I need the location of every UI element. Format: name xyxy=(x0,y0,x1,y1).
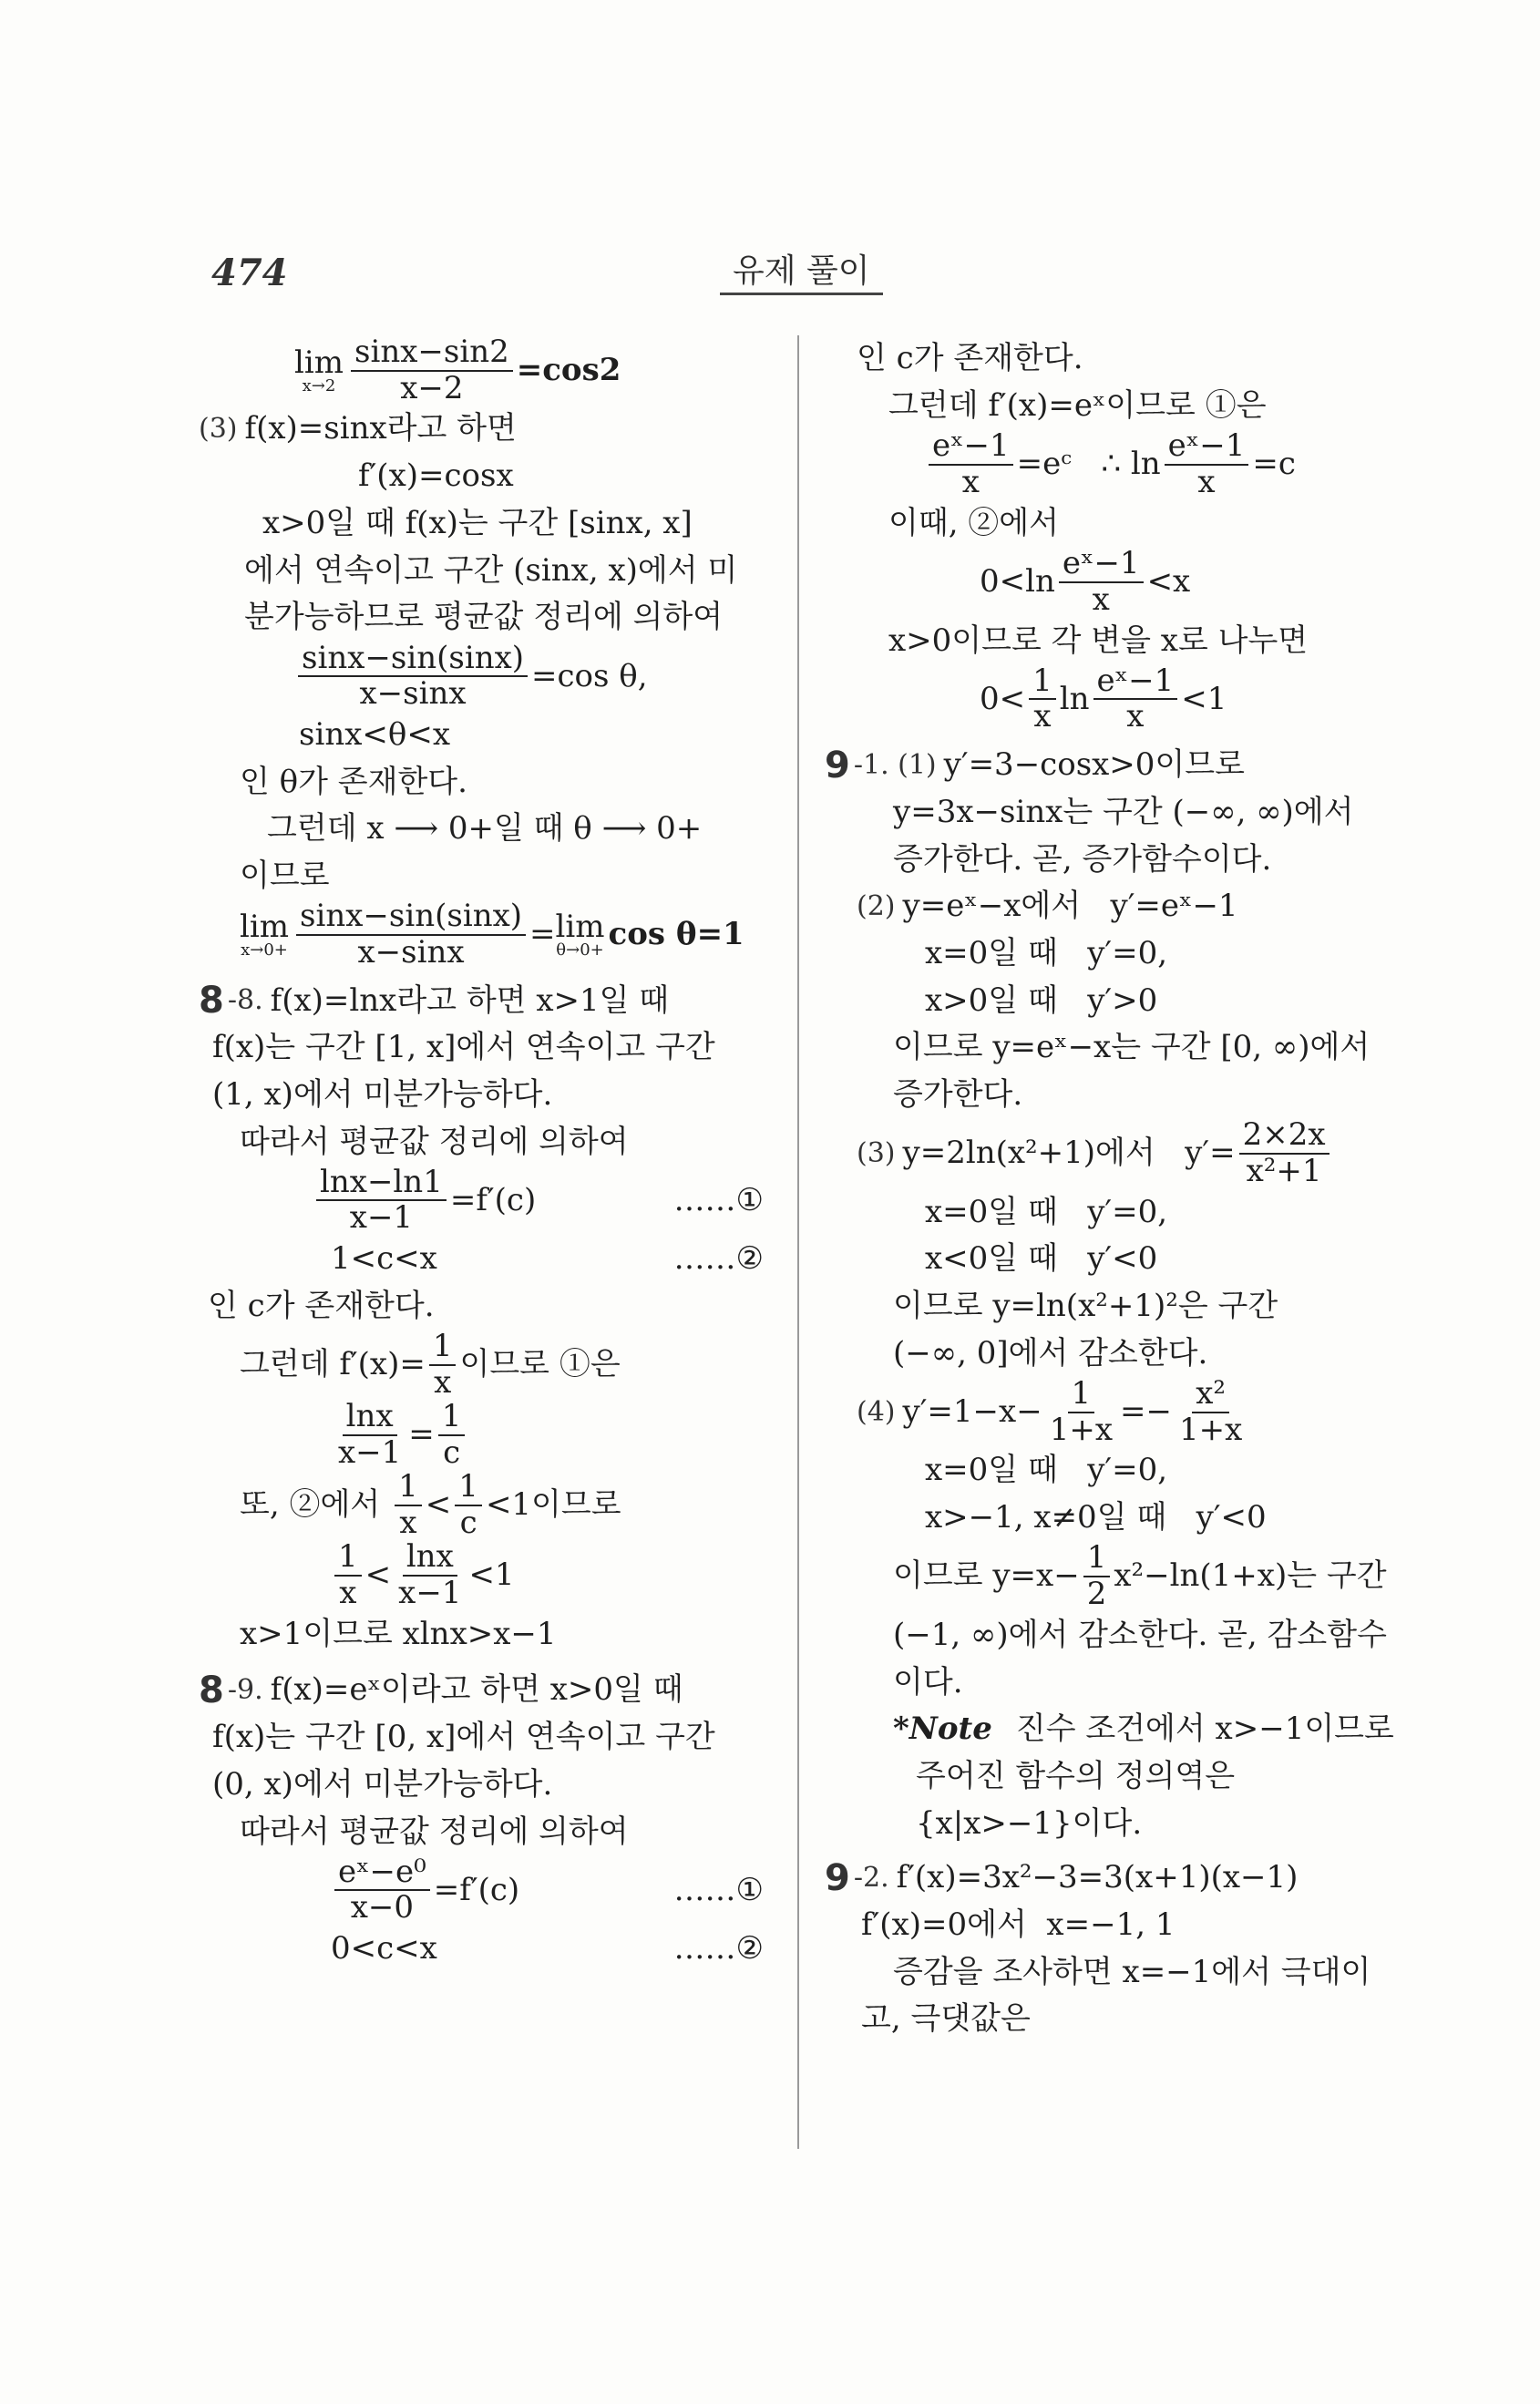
line: f(x)는 구간 [0, x]에서 연속이고 구간 xyxy=(212,1719,715,1756)
line: 증가한다. 곧, 증가함수이다. xyxy=(893,840,1272,878)
line: 이므로 y=eˣ−x는 구간 [0, ∞)에서 xyxy=(893,1029,1371,1066)
line: {x|x>−1}이다. xyxy=(916,1804,1143,1842)
problem-header: 9 -2. f′(x)=3x²−3=3(x+1)(x−1) xyxy=(825,1856,1299,1899)
equation-mark: ……① xyxy=(673,1871,764,1908)
fraction: $\frac{\text{x²}}{1+x}$ xyxy=(1178,1375,1243,1448)
line: 따라서 평균값 정리에 의하여 xyxy=(240,1813,629,1850)
fraction: $\frac{\sin x-\sin(\sin x)}{x-\sin x}$ xyxy=(296,899,526,970)
fraction: $\frac{\text{eˣ−1}}{x}$ xyxy=(929,429,1013,499)
problem-header: 8 -9. f(x)=eˣ이라고 하면 x>0일 때 xyxy=(199,1669,683,1711)
page-number: 474 xyxy=(211,252,288,294)
line: 또, ②에서 $\frac{1}{x}$ < $\frac{1}{c}$ <1이므로 xyxy=(240,1468,621,1541)
line: 1<c<x ……② xyxy=(331,1240,764,1278)
fraction: $\frac{1}{x}$ xyxy=(429,1330,457,1400)
note-line: *Note 진수 조건에서 x>−1이므로 xyxy=(893,1711,1394,1748)
line: x<0일 때 y′<0 xyxy=(925,1240,1158,1278)
line: $\frac{\text{eˣ−e⁰}}{x-0}$ =f′(c) ……① xyxy=(199,1855,782,1926)
problem-header: 8 -8. f(x)=lnx라고 하면 x>1일 때 xyxy=(199,980,670,1022)
fraction: $\frac{1}{2}$ xyxy=(1083,1541,1111,1611)
line: f(x)는 구간 [1, x]에서 연속이고 구간 xyxy=(212,1029,715,1066)
line: x=0일 때 y′=0, xyxy=(925,1193,1168,1230)
line: $\frac{\text{eˣ−1}}{x}$ =eᶜ ∴ ln $\frac{\text{eˣ−1}}{x}$ =c xyxy=(825,429,1426,499)
line: 증감을 조사하면 x=−1에서 극대이 xyxy=(893,1953,1371,1990)
line: (3) f(x)=sinx라고 하면 xyxy=(199,410,517,447)
line: $\frac{\sin x-\sin(\sin x)}{x-\sin x}$ =cos θ, xyxy=(199,641,782,711)
line: 0< $\frac{1}{x}$ ln $\frac{\text{eˣ−1}}{x}$ <1 xyxy=(980,662,1227,735)
line: x>0일 때 y′>0 xyxy=(925,981,1158,1019)
line: 이므로 y=ln(x²+1)²은 구간 xyxy=(893,1288,1278,1325)
fraction: $\frac{\text{eˣ−1}}{x}$ xyxy=(1059,547,1144,617)
fraction: $\frac{\sin x-\sin(\sin x)}{x-\sin x}$ xyxy=(298,642,528,712)
fraction: $\frac{1}{x}$ xyxy=(1029,664,1056,735)
line: f′(x)=0에서 x=−1, 1 xyxy=(861,1906,1176,1943)
equation-mark: ……② xyxy=(673,1930,764,1967)
line: 그런데 x ⟶ 0+일 때 θ ⟶ 0+ xyxy=(267,810,703,848)
column-divider xyxy=(797,335,799,2149)
fraction: $\frac{\ln x}{x-1}$ xyxy=(338,1398,402,1471)
line: 따라서 평균값 정리에 의하여 xyxy=(240,1123,629,1160)
equation-mark: ……② xyxy=(673,1240,764,1278)
limit: lim x→0+ xyxy=(240,908,289,960)
page-title: 유제 풀이 xyxy=(720,252,883,295)
line: 이다. xyxy=(893,1663,963,1700)
line: lim x→2 $\frac{\sin x-\sin 2}{x-2}$ =cos2 xyxy=(294,334,621,406)
fraction: $\frac{\ln x-\ln 1}{x-1}$ xyxy=(316,1166,447,1236)
line: 주어진 함수의 정의역은 xyxy=(916,1757,1236,1794)
fraction: $\frac{1}{x}$ xyxy=(395,1470,422,1540)
line: 0<ln $\frac{\text{eˣ−1}}{x}$ <x xyxy=(980,545,1191,618)
fraction: $\frac{1}{c}$ xyxy=(455,1470,482,1540)
line: 0<c<x ……② xyxy=(331,1930,764,1967)
line: x=0일 때 y′=0, xyxy=(925,934,1168,971)
right-column xyxy=(825,335,1426,2043)
fraction: $\frac{\text{eˣ−1}}{x}$ xyxy=(1165,429,1249,499)
line: (3) y=2ln(x²+1)에서 y′= $\frac{2\times 2x}{\text{x²+1}}$ xyxy=(825,1118,1426,1188)
fraction: $\frac{\text{eˣ−e⁰}}{x-0}$ xyxy=(334,1855,430,1926)
line: 에서 연속이고 구간 (sinx, x)에서 미 xyxy=(244,551,738,589)
line: (1, x)에서 미분가능하다. xyxy=(212,1076,553,1113)
fraction: $\frac{1}{c}$ xyxy=(438,1400,466,1470)
line: x=0일 때 y′=0, xyxy=(925,1452,1168,1489)
line: f′(x)=cosx xyxy=(358,457,514,495)
limit: lim x→2 xyxy=(294,344,344,396)
fraction: $\frac{2\times 2x}{\text{x²+1}}$ xyxy=(1239,1118,1330,1188)
line: (−∞, 0]에서 감소한다. xyxy=(893,1334,1208,1372)
line: x>0이므로 각 변을 x로 나누면 xyxy=(888,622,1309,659)
line: y=3x−sinx는 구간 (−∞, ∞)에서 xyxy=(893,793,1354,830)
line: (2) y=eˣ−x에서 y′=eˣ−1 xyxy=(857,888,1238,925)
problem-header: 9 -1. (1) y′=3−cosx>0이므로 xyxy=(825,744,1245,786)
line: $\frac{1}{x}$ < $\frac{\ln x}{x-1}$ <1 xyxy=(199,1540,782,1610)
fraction: $\frac{\text{eˣ−1}}{x}$ xyxy=(1093,664,1178,735)
line: 인 c가 존재한다. xyxy=(208,1288,435,1325)
line: 이므로 xyxy=(240,857,330,894)
fraction: $\frac{1}{x}$ xyxy=(334,1540,362,1610)
fraction: $\frac{1}{1+x}$ xyxy=(1049,1375,1113,1448)
line: x>0일 때 f(x)는 구간 [sinx, x] xyxy=(262,504,693,541)
line: lim x→0+ $\frac{\sin x-\sin(\sin x)}{x-\sin x}$ = lim θ→0+ cos θ=1 xyxy=(240,898,744,971)
line: 고, 극댓값은 xyxy=(861,2000,1031,2038)
line: 인 θ가 존재한다. xyxy=(240,763,467,800)
line: $\frac{\ln x}{x-1}$ = $\frac{1}{c}$ xyxy=(199,1400,782,1470)
line: 분가능하므로 평균값 정리에 의하여 xyxy=(244,599,724,636)
line: x>1이므로 xlnx>x−1 xyxy=(240,1615,557,1652)
left-column xyxy=(199,335,782,1972)
line: (0, x)에서 미분가능하다. xyxy=(212,1765,553,1803)
fraction: $\frac{\ln x}{x-1}$ xyxy=(398,1538,462,1611)
line: 그런데 f′(x)= $\frac{1}{x}$ 이므로 ①은 xyxy=(240,1328,621,1401)
line: 이므로 y=x− $\frac{1}{2}$ x²−ln(1+x)는 구간 xyxy=(893,1539,1387,1612)
line: 증가한다. xyxy=(893,1076,1023,1113)
line: x>−1, x≠0일 때 y′<0 xyxy=(925,1499,1267,1536)
equation-mark: ……① xyxy=(673,1182,764,1219)
line: sinx<θ<x xyxy=(299,715,451,753)
line: 이때, ②에서 xyxy=(888,504,1059,541)
line: $\frac{\ln x-\ln 1}{x-1}$ =f′(c) ……① xyxy=(199,1166,782,1236)
line: 인 c가 존재한다. xyxy=(857,340,1083,377)
fraction: $\frac{\sin x-\sin 2}{x-2}$ xyxy=(351,335,513,406)
line: (4) y′=1−x− $\frac{1}{1+x}$ =− $\frac{\text{x²}}{1+x}$ xyxy=(825,1377,1426,1447)
limit: lim θ→0+ xyxy=(555,908,605,960)
line: 그런데 f′(x)=eˣ이므로 ①은 xyxy=(888,387,1267,425)
note-label: *Note xyxy=(893,1711,992,1748)
line: (−1, ∞)에서 감소한다. 곧, 감소함수 xyxy=(893,1616,1387,1653)
